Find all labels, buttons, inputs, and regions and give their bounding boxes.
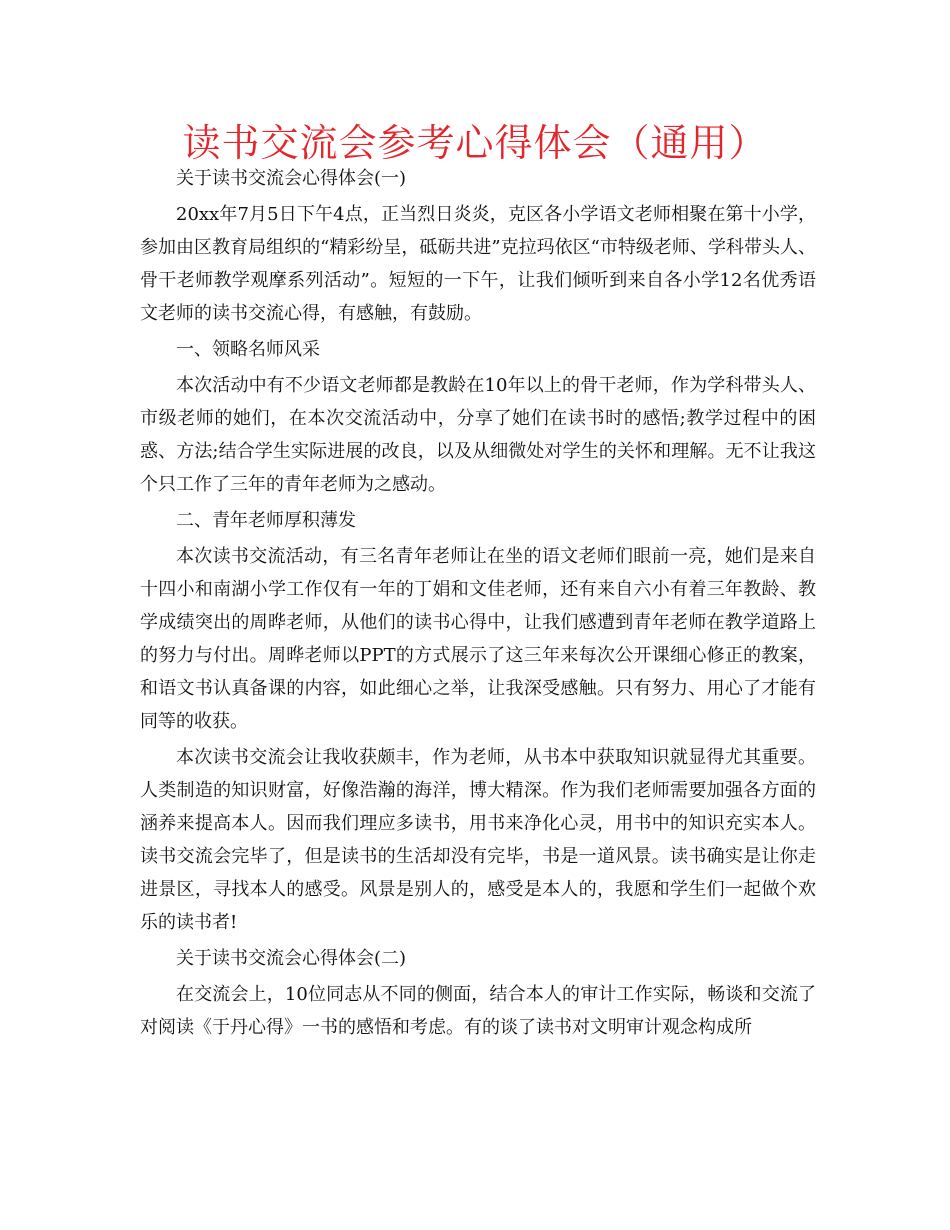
document-title: 读书交流会参考心得体会（通用） — [182, 121, 768, 165]
subsection-heading: 一、领略名师风采 — [176, 339, 320, 360]
document-body — [140, 162, 816, 1047]
section-heading: 关于读书交流会心得体会(一) — [176, 168, 407, 189]
paragraph: 20xx年7月5日下午4点，正当烈日炎炎，克区各小学语文老师相聚在第十小学，参加由区教育局组织的“精彩纷呈，砥砺共进”克拉玛依区“市特级老师、学科带头人、骨干老师教学观摩系列活动”。短短的一下午，让我们倾听到来自各小学12名优秀语文老师的读书交流心得，有感触，有鼓励。 — [140, 204, 816, 324]
paragraph: 本次读书交流活动，有三名青年老师让在坐的语文老师们眼前一亮，她们是来自十四小和南湖小学工作仅有一年的丁娟和文佳老师，还有来自六小有着三年教龄、教学成绩突出的周晔老师，从他们的读书心得中，让我们感遭到青年老师在教学道路上的努力与付出。周晔老师以PPT的方式展示了这三年来每次公开课细心修正的教案，和语文书认真备课的内容，如此细心之举，让我深受感触。只有努力、用心了才能有同等的收获。 — [140, 546, 816, 732]
paragraph: 在交流会上，10位同志从不同的侧面，结合本人的审计工作实际，畅谈和交流了对阅读《于丹心得》一书的感悟和考虑。有的谈了读书对文明审计观念构成所 — [140, 984, 816, 1038]
paragraph: 本次读书交流会让我收获颇丰，作为老师，从书本中获取知识就显得尤其重要。人类制造的知识财富，好像浩瀚的海洋，博大精深。作为我们老师需要加强各方面的涵养来提高本人。因而我们理应多读书，用书来净化心灵，用书中的知识充实本人。读书交流会完毕了，但是读书的生活却没有完毕，书是一道风景。读书确实是让你走进景区，寻找本人的感受。风景是别人的，感受是本人的，我愿和学生们一起做个欢乐的读书者! — [140, 747, 816, 933]
subsection-heading: 二、青年老师厚积薄发 — [176, 510, 356, 531]
section-heading: 关于读书交流会心得体会(二) — [176, 948, 407, 969]
paragraph: 本次活动中有不少语文老师都是教龄在10年以上的骨干老师，作为学科带头人、市级老师的她们，在本次交流活动中，分享了她们在读书时的感悟;教学过程中的困惑、方法;结合学生实际进展的改良，以及从细微处对学生的关怀和理解。无不让我这个只工作了三年的青年老师为之感动。 — [140, 375, 816, 495]
